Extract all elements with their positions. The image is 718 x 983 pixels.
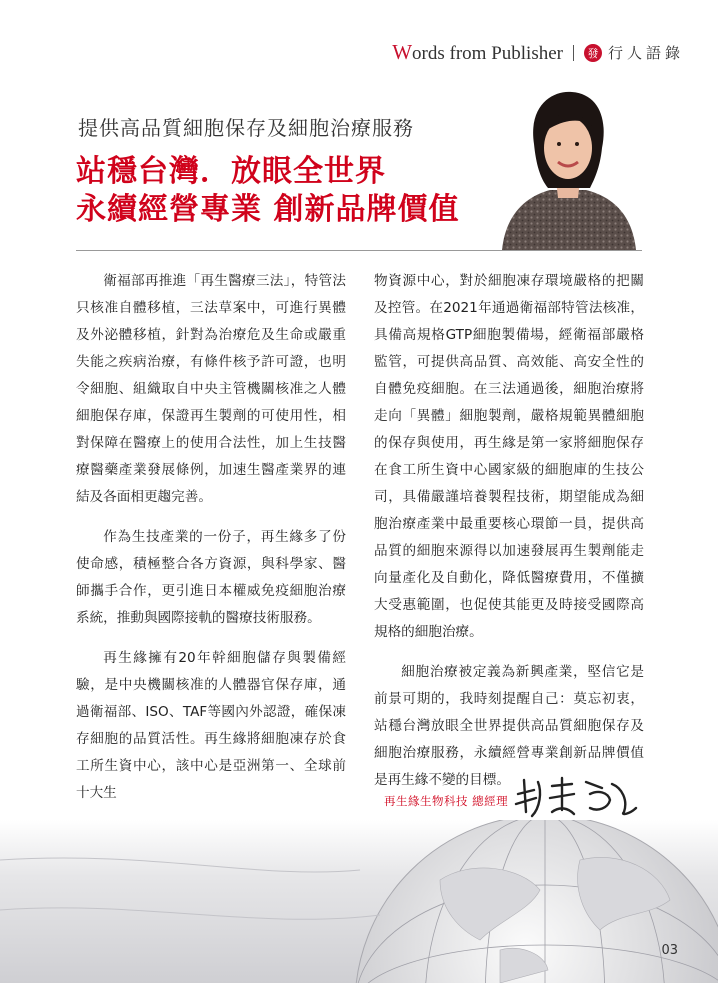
header-separator bbox=[573, 45, 574, 61]
left-paragraph-3: 再生緣擁有20年幹細胞儲存與製備經驗，是中央機關核准的人體器官保存庫，通過衛福部、ISO、TAF等國內外認證，確保凍存細胞的品質活性。再生緣將細胞凍存於食工所生資中心，該中心是亞洲第一、全球前十大生 bbox=[76, 650, 346, 801]
right-column bbox=[374, 268, 644, 807]
portrait-illustration bbox=[494, 84, 642, 250]
signature-label: 再生緣生物科技 總經理 bbox=[384, 794, 509, 808]
header-initial: W bbox=[392, 40, 413, 64]
header-english-rest: ords from Publisher bbox=[412, 43, 563, 64]
header-badge: 發 bbox=[584, 44, 602, 62]
left-paragraph-2: 作為生技產業的一份子，再生緣多了份使命感，積極整合各方資源，與科學家、醫師攜手合作，更引進日本權威免疫細胞治療系統，推動與國際接軌的醫療技術服務。 bbox=[76, 529, 346, 626]
left-column bbox=[76, 268, 346, 820]
header-chinese: 行人語錄 bbox=[607, 44, 684, 62]
globe-decoration bbox=[0, 820, 718, 983]
right-paragraph-continued: 物資源中心，對於細胞凍存環境嚴格的把關及控管。在2021年通過衛福部特管法核准，具備高規格GTP細胞製備場，經衛福部嚴格監管，可提供高品質、高效能、高安全性的自體免疫細胞。在三法通過後，細胞治療將走向「異體」細胞製劑，嚴格規範異體細胞的保存與使用，再生緣是第一家將細胞保存在食工所生資中心國家級的細胞庫的生技公司，具備嚴謹培養製程技術，期望能成為細胞治療產業中最重要核心環節一員，提供高品質的細胞來源得以加速發展再生製劑能走向量產化及自動化，降低醫療費用，不僅擴大受惠範圍，也促使其能更及時接受國際高規格的細胞治療。 bbox=[374, 273, 644, 640]
publisher-portrait bbox=[494, 84, 642, 250]
right-paragraph-1: 細胞治療被定義為新興產業，堅信它是前景可期的，我時刻提醒自己：莫忘初衷，站穩台灣放眼全世界提供高品質細胞保存及細胞治療服務，永續經營專業創新品牌價值是再生緣不變的目標。 bbox=[374, 664, 644, 788]
header-english bbox=[392, 40, 563, 65]
article-title-line1: 站穩台灣．放眼全世界 bbox=[76, 154, 386, 189]
title-divider bbox=[76, 250, 642, 251]
article-subtitle: 提供高品質細胞保存及細胞治療服務 bbox=[78, 116, 414, 140]
handwritten-signature bbox=[512, 772, 642, 820]
left-paragraph-1: 衛福部再推進「再生醫療三法」，特管法只核准自體移植，三法草案中，可進行異體及外泌體移植，針對為治療危及生命或嚴重失能之疾病治療，有條件核予許可證，也明令細胞、組織取自中央主管機關核准之人體細胞保存庫，保證再生製劑的可使用性，相對保障在醫療上的使用合法性，加上生技醫療醫藥產業發展條例，加速生醫產業界的連結及各面相更趨完善。 bbox=[76, 273, 346, 505]
running-header bbox=[392, 40, 684, 65]
page-number: 03 bbox=[661, 943, 678, 958]
article-title-line2: 永續經營專業 創新品牌價值 bbox=[76, 192, 460, 227]
